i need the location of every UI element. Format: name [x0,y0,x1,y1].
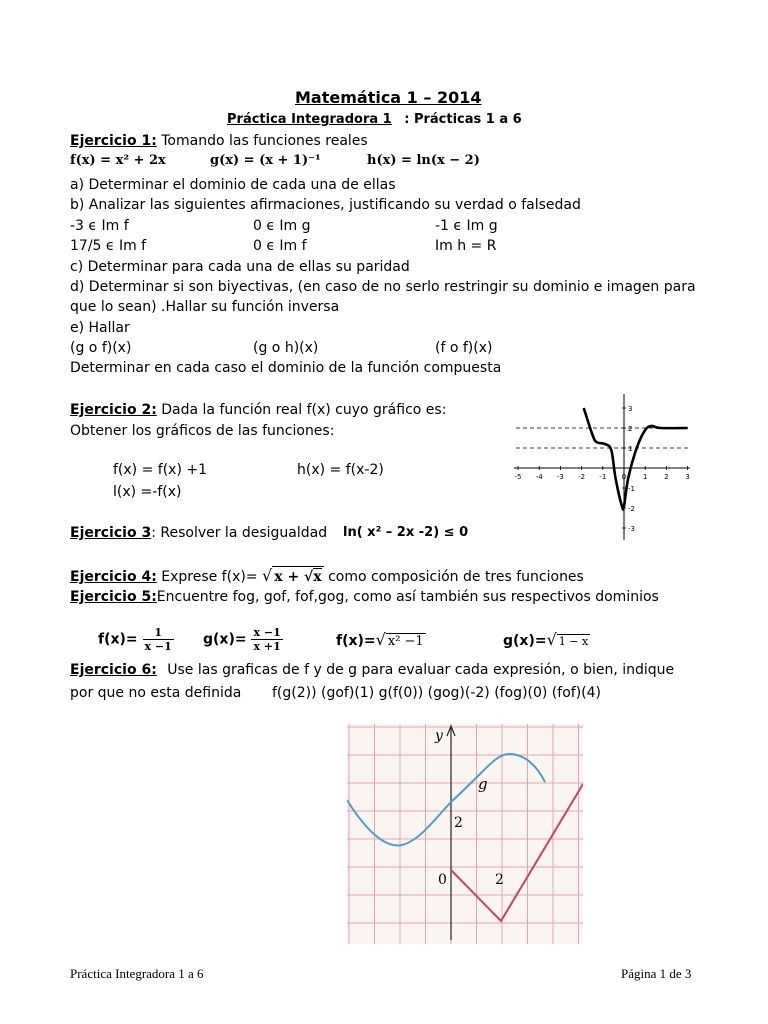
y-tick-label: -1 [628,485,635,493]
ej2-line2: Obtener los gráficos de las funciones: [70,423,335,439]
ej1-b: b) Analizar las siguientes afirmaciones, justificando su verdad o falsedad [70,197,581,213]
ej1-intro: Tomando las funciones reales [161,133,368,149]
ej6-line2a: por que no esta definida [70,685,242,701]
ej2-label: Ejercicio 2: [70,402,157,418]
subtitle-right: Prácticas 1 a 6 [413,112,522,127]
function-curve-f [584,408,688,510]
ej1-stmt-1b: 0 ϵ Im g [253,218,311,234]
ej5-f2-label: f(x)= [336,633,376,649]
subtitle-left: Práctica Integradora 1 [227,112,392,127]
ej1-header [70,131,368,151]
graph2-origin-label: 0 [438,872,447,888]
sqrt-symbol: √ [262,566,273,585]
footer-page-number: Página 1 de 3 [621,966,692,981]
ej1-stmt-1a: -3 ϵ Im f [70,218,129,234]
y-tick-label: 1 [628,445,633,453]
ej1-d-line2: que lo sean) .Hallar su función inversa [70,299,340,315]
x-tick-label: -3 [556,473,564,481]
ej1-d-line1: d) Determinar si son biyectivas, (en caso de no serlo restringir su dominio e imagen para [70,279,696,295]
ej1-comp-2: (g o h)(x) [253,340,319,356]
ej2-h1: h(x) = f(x-2) [297,462,384,478]
ej4-line [70,566,584,587]
x-tick-label: -4 [535,473,543,481]
ej5-g1-label: g(x)= [203,631,247,648]
graph-f-grid [514,394,690,540]
ej6-line2b: f(g(2)) (gof)(1) g(f(0)) (gog)(-2) (fog)(0) (fof)(4) [272,685,601,701]
ej5-f1-num: 1 [143,626,174,640]
ej1-comp-3: (f o f)(x) [435,340,493,356]
ej1-dominio: Determinar en cada caso el dominio de la función compuesta [70,360,502,376]
ej2-l1: l(x) =-f(x) [113,484,182,500]
ej4-radicand [272,566,323,587]
page-subtitle [227,112,522,127]
ej5-g1-den: x +1 [253,640,281,653]
ej1-label: Ejercicio 1: [70,133,157,149]
ej3-label: Ejercicio 3 [70,525,152,541]
ej5-g1-num: x −1 [253,626,281,639]
graph2-x2-label: 2 [495,872,504,888]
ej1-stmt-1c: -1 ϵ Im g [435,218,498,234]
ej1-g: g(x) = (x + 1)⁻¹ [210,153,321,168]
ej4-radicand-a: x + [274,569,305,585]
ej5-text: Encuentre fog, gof, fof,gog, como así también sus respectivos dominios [156,589,659,605]
function-graph-f-g [347,724,583,944]
ej3-line [70,523,327,543]
ej5-g1 [203,626,283,653]
x-tick-label: 0 [621,473,627,481]
ej2-f1: f(x) = f(x) +1 [113,462,207,478]
footer-left: Práctica Integradora 1 a 6 [70,966,204,981]
y-tick-label: 3 [628,405,633,413]
ej6-text1: Use las graficas de f y de g para evaluar cada expresión, o bien, indique [167,662,675,678]
function-graph-f [508,388,694,546]
y-tick-label: -3 [628,525,635,533]
ej1-f: f(x) = x² + 2x [70,153,166,168]
ej1-stmt-2c: Im h = R [435,238,497,254]
ej6-line1 [70,660,674,680]
y-tick-label: -2 [628,505,635,513]
ej5-f1-label: f(x)= [98,631,138,648]
graph2-g-label: g [478,775,488,793]
ej5-f1-fraction [143,626,174,653]
ej4-pre: Exprese f(x)= [161,569,258,585]
ej5-f1-den: x −1 [144,640,172,653]
x-tick-label: -1 [599,473,607,481]
ej2-header [70,400,446,420]
ej2-line1: Dada la función real f(x) cuyo gráfico es: [161,402,447,418]
ej4-radicand-b: x [313,569,322,585]
x-tick-label: -2 [578,473,586,481]
ej5-f1 [98,626,174,653]
x-tick-label: 1 [642,473,648,481]
ej1-a: a) Determinar el dominio de cada una de ellas [70,177,396,193]
x-tick-label: -5 [514,473,522,481]
ej1-stmt-2a: 17/5 ϵ Im f [70,238,147,254]
subtitle-sep: : [399,112,410,127]
ej1-h: h(x) = ln(x − 2) [367,153,480,168]
page-title: Matemática 1 – 2014 [295,88,482,107]
ej4-label: Ejercicio 4: [70,569,157,585]
ej5-f2 [336,630,426,649]
ej5-g2-radicand: 1 − x [558,635,589,648]
ej1-e: e) Hallar [70,320,130,336]
ej1-stmt-2b: 0 ϵ Im f [253,238,307,254]
graph2-y2-label: 2 [454,815,463,831]
ej5-g1-fraction [251,626,282,653]
ej5-g2-label: g(x)= [503,633,547,649]
ej3-inequality: ln( x² – 2x -2) ≤ 0 [343,525,469,540]
ej5-f2-radicand: x² −1 [387,634,424,649]
ej6-label: Ejercicio 6: [70,662,157,678]
y-tick-label: 2 [628,425,633,433]
ej5-g2 [503,630,590,649]
x-tick-label: 2 [664,473,669,481]
ej5-line [70,587,659,607]
ej1-comp-1: (g o f)(x) [70,340,132,356]
graph-paper-background [347,724,583,944]
sqrt-symbol-inner: √ [304,569,314,585]
x-tick-label: 3 [685,473,690,481]
sqrt-symbol: √ [546,630,557,649]
ej3-text: : Resolver la desigualdad [151,525,328,541]
sqrt-symbol: √ [375,630,386,649]
ej4-post: como composición de tres funciones [328,569,584,585]
ej1-c: c) Determinar para cada una de ellas su paridad [70,259,410,275]
graph2-y-label: y [435,728,443,744]
ej5-label: Ejercicio 5: [70,589,157,605]
